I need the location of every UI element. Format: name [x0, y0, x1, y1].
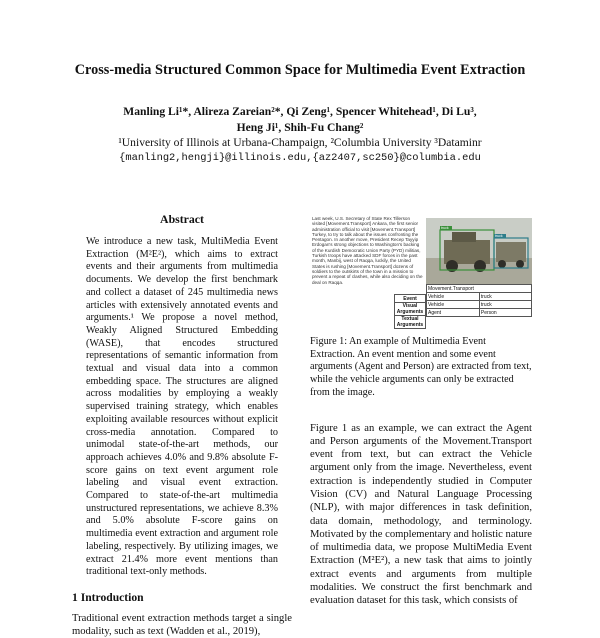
photo-label-1: truck — [441, 226, 449, 230]
paper-title: Cross-media Structured Common Space for Multimedia Event Extraction — [74, 62, 526, 78]
author-names-line1: Manling Li¹*, Alireza Zareian²*, Qi Zeng¹, Spencer Whitehead¹, Di Lu³, — [123, 105, 477, 118]
right-column — [310, 214, 532, 608]
figure-1 — [310, 214, 532, 328]
photo-label-2: truck — [495, 234, 503, 238]
table-cell: truck — [479, 301, 531, 309]
abstract-body — [86, 236, 278, 579]
event-type: Movement.Transport — [427, 285, 532, 293]
figure-caption: Figure 1: An example of Multimedia Event Extraction. An event mention and some event arguments (Agent and Person) are extracted from text, while the vehicle arguments can only be extracted from the image. — [310, 336, 532, 398]
textual-arguments-label: Textual Arguments — [395, 316, 426, 329]
table-cell: Vehicle — [427, 301, 480, 309]
table-cell: truck — [479, 293, 531, 301]
table-cell: Person — [479, 309, 531, 317]
figure-text-snippet: Last week, U.S. Secretary of State Rex Tillerson visited [Movement.Transport] Ankara, the first senior administration official to visit [Movement.Transport] Turkey, to try to talk about the issues confronting the Pentagon. In another move, President Recep Tayyip Erdogan's strong objections to Washington's backing of the Kurdish Democratic Union Party (PYD) militias, Turkish troops have attacked SDF forces in the past month, Manbij, west of Raqqa, luckily, the United States is rushing [Movement.Transport] dozens of soldiers to the outskirts of the town in a mission to prevent a repeat of clashes, while also deciding on the deal on Raqqa. — [312, 216, 423, 285]
figure-table — [426, 284, 532, 317]
introduction-paragraph: Traditional event extraction methods target a single modality, such as text (Wadden et al., 2019), — [72, 612, 292, 638]
left-column — [72, 212, 292, 638]
affiliations: ¹University of Illinois at Urbana-Champaign, ²Columbia University ³Dataminr — [118, 136, 482, 149]
visual-arguments-label: Visual Arguments — [395, 303, 426, 316]
introduction-heading: 1 Introduction — [72, 590, 144, 604]
author-names-line2: Heng Ji¹, Shih-Fu Chang² — [236, 120, 364, 134]
abstract-paragraph: We introduce a new task, MultiMedia Event Extraction (M²E²), which aims to extract events and their arguments from multimedia documents. We develop the first benchmark and collect a dataset of 245 multimedia news articles with extensively annotated events and arguments.¹ We propose a novel method, Weakly Aligned Structured Embedding (WASE), that encodes structured representations of semantic information from textual and visual data into a common embedding space. The structures are aligned across modalities by employing a weakly supervised training strategy, which enables exploiting available resources without explicit cross-media annotation. Compared to unimodal state-of-the-art methods, our approach achieves 4.0% and 9.8% absolute F-score gains on text event argument role labeling and visual event extraction. Compared to state-of-the-art multimedia unstructured representations, we achieve 8.3% and 5.0% absolute F-score gains on multimedia event extraction and argument role labeling, respectively. By utilizing images, we extract 21.4% more event mentions than traditional text-only methods. — [86, 236, 278, 578]
table-cell: Vehicle — [427, 293, 480, 301]
author-emails: {manling2,hengji}@illinois.edu,{az2407,sc250}@columbia.edu — [119, 151, 481, 164]
right-body-paragraph: Figure 1 as an example, we can extract the Agent and Person arguments of the Movement.Transport event from text, but can extract the Vehicle argument only from the image. Nevertheless, event extraction is independently studied in Computer Vision (CV) and Natural Language Processing (NLP), with major differences in task definition, data domain, methodology, and terminology. Motivated by the complementary and holistic nature of multimedia data, we propose MultiMedia Event Extraction (M²E²), a new task that aims to jointly extract events and arguments from multiple modalities. We construct the first benchmark and evaluation dataset for this task, which consists of — [310, 422, 532, 607]
event-label: Event — [395, 295, 426, 303]
author-block — [0, 104, 600, 166]
table-cell: Agent — [427, 309, 480, 317]
figure-row-labels — [394, 294, 426, 329]
abstract-heading: Abstract — [160, 212, 204, 226]
